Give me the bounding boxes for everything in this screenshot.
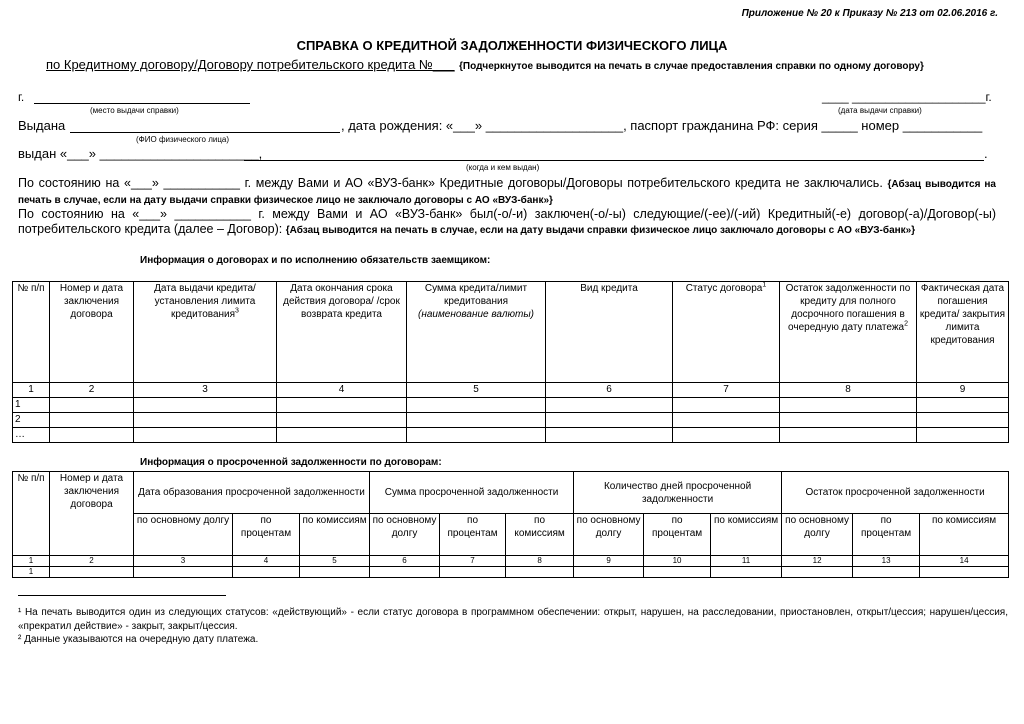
t1-h-status bbox=[673, 282, 780, 383]
table-cell[interactable] bbox=[917, 428, 1009, 443]
issue-date-caption: (дата выдачи справки) bbox=[838, 106, 922, 115]
t2-sub-fees: по комиссиям bbox=[711, 514, 782, 556]
t2-n6: 6 bbox=[370, 556, 440, 567]
table2-header-row bbox=[13, 472, 1009, 514]
city-prefix: г. bbox=[18, 90, 25, 104]
table-cell[interactable] bbox=[277, 413, 407, 428]
t1-n2: 2 bbox=[50, 383, 134, 398]
table-cell[interactable] bbox=[50, 567, 134, 578]
table-cell[interactable] bbox=[673, 428, 780, 443]
fio-caption: (ФИО физического лица) bbox=[136, 135, 230, 144]
t1-h-issue-date-text: Дата выдачи кредита/установления лимита кредитования bbox=[154, 283, 256, 320]
t1-h-amount bbox=[407, 282, 546, 383]
table-cell[interactable] bbox=[134, 413, 277, 428]
t1-n4: 4 bbox=[277, 383, 407, 398]
page-title: СПРАВКА О КРЕДИТНОЙ ЗАДОЛЖЕННОСТИ ФИЗИЧЕСКОГО ЛИЦА bbox=[296, 38, 728, 53]
subtitle-row bbox=[46, 56, 924, 74]
t2-n7: 7 bbox=[440, 556, 506, 567]
issue-date-field[interactable]: ____ ____________________г. bbox=[822, 90, 992, 104]
t1-h-balance-sup: 2 bbox=[904, 320, 908, 328]
t2-sub-principal: по основному долгу bbox=[574, 514, 644, 556]
table1-title: Информация о договорах и по исполнению обязательств заемщиком: bbox=[140, 255, 491, 266]
t1-h-balance bbox=[780, 282, 917, 383]
t2-n5: 5 bbox=[300, 556, 370, 567]
city-field[interactable] bbox=[34, 103, 250, 104]
issued-by-end: . bbox=[984, 146, 988, 161]
t2-n11: 11 bbox=[711, 556, 782, 567]
t1-h-end-date: Дата окончания срока действия договора/ /срок возврата кредита bbox=[277, 282, 407, 383]
table-cell[interactable] bbox=[711, 567, 782, 578]
t2-sub-fees: по комиссиям bbox=[920, 514, 1009, 556]
para2-note: {Абзац выводится на печать в случае, если на дату выдачи справки физическое лицо заключало договоры с АО «ВУЗ-банк»} bbox=[285, 225, 916, 236]
t2-h-overdue-sum: Сумма просроченной задолженности bbox=[370, 472, 574, 514]
table-cell[interactable] bbox=[370, 567, 440, 578]
table1-header-row bbox=[13, 282, 1009, 383]
table2-subheader-row bbox=[13, 514, 1009, 556]
t2-n13: 13 bbox=[853, 556, 920, 567]
t2-row-num: 1 bbox=[13, 567, 50, 578]
overdue-table bbox=[12, 471, 1009, 578]
table-cell[interactable] bbox=[920, 567, 1009, 578]
t2-sub-principal: по основному долгу bbox=[134, 514, 233, 556]
t1-h-issue-date-sup: 3 bbox=[235, 307, 239, 315]
footnote-2: ² Данные указываются на очередную дату платежа. bbox=[18, 634, 259, 645]
birth-passport-line: , дата рождения: «___» ___________________, паспорт гражданина РФ: серия _____ номер ___________ bbox=[341, 118, 983, 133]
t2-sub-fees: по комиссиям bbox=[506, 514, 574, 556]
table-row bbox=[13, 413, 1009, 428]
table-row bbox=[13, 398, 1009, 413]
table-cell[interactable] bbox=[134, 398, 277, 413]
t1-row-num: 1 bbox=[13, 398, 50, 413]
subtitle: по Кредитному договору/Договору потребительского кредита №___ bbox=[46, 57, 455, 72]
table-cell[interactable] bbox=[574, 567, 644, 578]
t1-h-currency-note: (наименование валюты) bbox=[417, 309, 535, 320]
table-row bbox=[13, 567, 1009, 578]
table-cell[interactable] bbox=[917, 398, 1009, 413]
table-cell[interactable] bbox=[917, 413, 1009, 428]
t2-sub-principal: по основному долгу bbox=[370, 514, 440, 556]
t1-h-balance-text: Остаток задолженности по кредиту для полного досрочного погашения в очередную дату платежа bbox=[785, 283, 911, 333]
t2-h-num: № п/п bbox=[13, 472, 50, 556]
city-caption: (место выдачи справки) bbox=[90, 106, 179, 115]
t1-n1: 1 bbox=[13, 383, 50, 398]
table-cell[interactable] bbox=[673, 398, 780, 413]
appendix-reference: Приложение № 20 к Приказу № 213 от 02.06.2016 г. bbox=[741, 8, 998, 19]
t1-h-status-sup: 1 bbox=[762, 281, 767, 289]
t2-sub-interest: по процентам bbox=[853, 514, 920, 556]
paragraph-no-contracts bbox=[18, 176, 996, 208]
table-cell[interactable] bbox=[407, 428, 546, 443]
table-cell[interactable] bbox=[233, 567, 300, 578]
issued-by-label: выдан «___» ______________________, bbox=[18, 146, 263, 161]
t1-n3: 3 bbox=[134, 383, 277, 398]
table-cell[interactable] bbox=[780, 413, 917, 428]
table-cell[interactable] bbox=[407, 413, 546, 428]
issued-by-field[interactable] bbox=[244, 160, 984, 161]
table-cell[interactable] bbox=[780, 398, 917, 413]
t2-n8: 8 bbox=[506, 556, 574, 567]
para1-note: {Абзац выводится на печать в случае, если на дату выдачи справки физическое лицо не заключало договоры с АО «ВУЗ-банк»} bbox=[18, 179, 996, 206]
table-cell[interactable] bbox=[277, 428, 407, 443]
t2-n3: 3 bbox=[134, 556, 233, 567]
t2-h-overdue-days: Количество дней просроченной задолженности bbox=[574, 472, 782, 514]
t1-h-issue-date bbox=[134, 282, 277, 383]
t2-sub-interest: по процентам bbox=[440, 514, 506, 556]
t2-h-contract: Номер и дата заключения договора bbox=[50, 472, 134, 556]
para2-text: По состоянию на «___» ___________ г. между Вами и АО «ВУЗ-банк» был(-о/-и) заключен(-о/-ы) следующие/(-ее)/(-ий) Кредитный(-е) договор(-а)/Договор(-ы) потребительского кредита (далее – Договор): bbox=[18, 207, 996, 236]
table1-number-row bbox=[13, 383, 1009, 398]
t1-h-amount-text: Сумма кредита/лимит кредитования bbox=[424, 283, 528, 307]
contracts-table bbox=[12, 281, 1009, 443]
paragraph-contracts bbox=[18, 207, 996, 238]
t2-h-overdue-balance: Остаток просроченной задолженности bbox=[782, 472, 1009, 514]
table-cell[interactable] bbox=[300, 567, 370, 578]
table-cell[interactable] bbox=[644, 567, 711, 578]
t2-n14: 14 bbox=[920, 556, 1009, 567]
table-cell[interactable] bbox=[673, 413, 780, 428]
t2-n10: 10 bbox=[644, 556, 711, 567]
t2-sub-fees: по комиссиям bbox=[300, 514, 370, 556]
t1-n6: 6 bbox=[546, 383, 673, 398]
t1-h-contract: Номер и дата заключения договора bbox=[50, 282, 134, 383]
table-cell[interactable] bbox=[546, 428, 673, 443]
issued-by-caption: (когда и кем выдан) bbox=[466, 163, 540, 172]
t2-n4: 4 bbox=[233, 556, 300, 567]
t1-h-close-date: Фактическая дата погашения кредита/ закрытия лимита кредитования bbox=[917, 282, 1009, 383]
issued-to-label: Выдана bbox=[18, 118, 66, 133]
t1-row-num: 2 bbox=[13, 413, 50, 428]
table-cell[interactable] bbox=[407, 398, 546, 413]
t1-n9: 9 bbox=[917, 383, 1009, 398]
t1-h-num: № п/п bbox=[13, 282, 50, 383]
t1-h-type: Вид кредита bbox=[546, 282, 673, 383]
table-cell[interactable] bbox=[50, 398, 134, 413]
t2-n12: 12 bbox=[782, 556, 853, 567]
t1-row-num: … bbox=[13, 428, 50, 443]
table-cell[interactable] bbox=[506, 567, 574, 578]
table-cell[interactable] bbox=[277, 398, 407, 413]
t2-sub-interest: по процентам bbox=[644, 514, 711, 556]
t1-n8: 8 bbox=[780, 383, 917, 398]
t1-n5: 5 bbox=[407, 383, 546, 398]
t1-h-status-text: Статус договора bbox=[685, 283, 763, 294]
t1-n7: 7 bbox=[673, 383, 780, 398]
table-cell[interactable] bbox=[50, 413, 134, 428]
table-cell[interactable] bbox=[780, 428, 917, 443]
table2-number-row bbox=[13, 556, 1009, 567]
table-cell[interactable] bbox=[546, 413, 673, 428]
footnote-1: ¹ На печать выводится один из следующих статусов: «действующий» - если статус договора в программном обеспечении: открыт, нарушен, на расследовании, приостановлен, открыт/цессия; нарушен/цессия, «прекратил действие» - закрыт, закрыт/цессия. bbox=[18, 607, 1008, 632]
t2-sub-interest: по процентам bbox=[233, 514, 300, 556]
t2-n2: 2 bbox=[50, 556, 134, 567]
t2-n9: 9 bbox=[574, 556, 644, 567]
t2-sub-principal: по основному долгу bbox=[782, 514, 853, 556]
table2-title: Информация о просроченной задолженности по договорам: bbox=[140, 457, 442, 468]
table-cell[interactable] bbox=[782, 567, 853, 578]
subtitle-note: {Подчеркнутое выводится на печать в случае предоставления справки по одному договору} bbox=[459, 61, 924, 72]
fio-field[interactable] bbox=[70, 132, 340, 133]
table-cell[interactable] bbox=[440, 567, 506, 578]
t2-n1: 1 bbox=[13, 556, 50, 567]
table-cell[interactable] bbox=[546, 398, 673, 413]
t2-h-overdue-date: Дата образования просроченной задолженности bbox=[134, 472, 370, 514]
table-cell[interactable] bbox=[134, 567, 233, 578]
table-cell[interactable] bbox=[853, 567, 920, 578]
footnote-divider bbox=[18, 595, 226, 596]
table-cell[interactable] bbox=[134, 428, 277, 443]
table-cell[interactable] bbox=[50, 428, 134, 443]
table-row bbox=[13, 428, 1009, 443]
para1-text: По состоянию на «___» ___________ г. между Вами и АО «ВУЗ-банк» Кредитные договоры/Договоры потребительского кредита не заключались. bbox=[18, 176, 883, 190]
